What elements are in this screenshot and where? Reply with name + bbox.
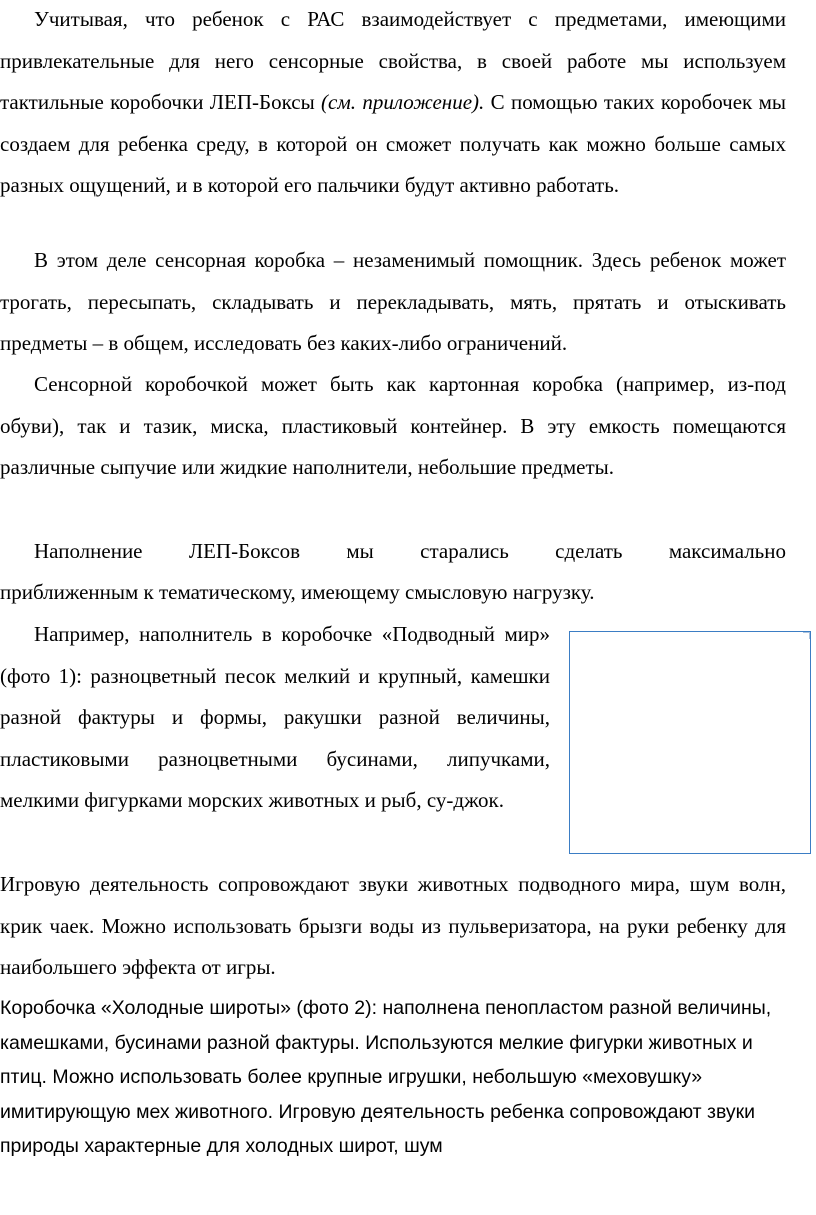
paragraph-sensory-box-helper: В этом деле сенсорная коробка – незаменимый помощник. Здесь ребенок может трогать, пересыпать, складывать и перекладывать, мять, прятать и отыскивать предметы – в общем, исследовать без каких-либо ограничений. xyxy=(0,248,786,356)
appendix-reference: (см. приложение). xyxy=(321,90,485,115)
paragraph-filling-line1: Наполнение ЛЕП-Боксов мы старались сделать максимально xyxy=(34,539,786,563)
paragraph-lep-boxes-intro xyxy=(0,0,786,207)
paragraph-box-containers: Сенсорной коробочкой может быть как картонная коробка (например, из-под обуви), так и тазик, миска, пластиковый контейнер. В эту емкость помещаются различные сыпучие или жидкие наполнители, небольшие предметы. xyxy=(0,372,786,480)
paragraph-underwater-sounds: Игровую деятельность сопровождают звуки животных подводного мира, шум волн, крик чаек. Можно использовать брызги воды из пульверизатора, на руки ребенку для наибольшего эффекта от игры. xyxy=(0,872,786,980)
photo-placeholder xyxy=(569,631,811,854)
paragraph-text-a: Учитывая, что ребенок с РАС взаимодействует с предметами, имеющими привлекательные для него сенсорные свойства, в своей работе мы используем тактильные коробочки ЛЕП-Боксы xyxy=(0,7,786,115)
paragraph-underwater-world: Например, наполнитель в коробочке «Подводный мир» (фото 1): разноцветный песок мелкий и крупный, камешки разной фактуры и формы, ракушки разной величины, пластиковыми разноцветными бусинами, липучками, мелкими фигурками морских животных и рыб, су-джок. xyxy=(0,622,550,813)
paragraph-cold-latitudes: Коробочка «Холодные широты» (фото 2): наполнена пенопластом разной величины, камешками, бусинами разной фактуры. Используются мелкие фигурки животных и птиц. Можно использовать более крупные игрушки, небольшую «меховушку» имитирующую мех животного. Игровую деятельность ребенка сопровождают звуки природы характерные для холодных широт, шум xyxy=(0,997,772,1157)
resize-handle-icon xyxy=(803,632,810,639)
paragraph-text-b: С помощью таких коробочек мы создаем для ребенка среду, в которой он сможет получать как можно больше самых разных ощущений, и в которой его пальчики будут активно работать. xyxy=(0,90,787,198)
paragraph-filling-line2: приближенным к тематическому, имеющему смысловую нагрузку. xyxy=(0,580,595,604)
